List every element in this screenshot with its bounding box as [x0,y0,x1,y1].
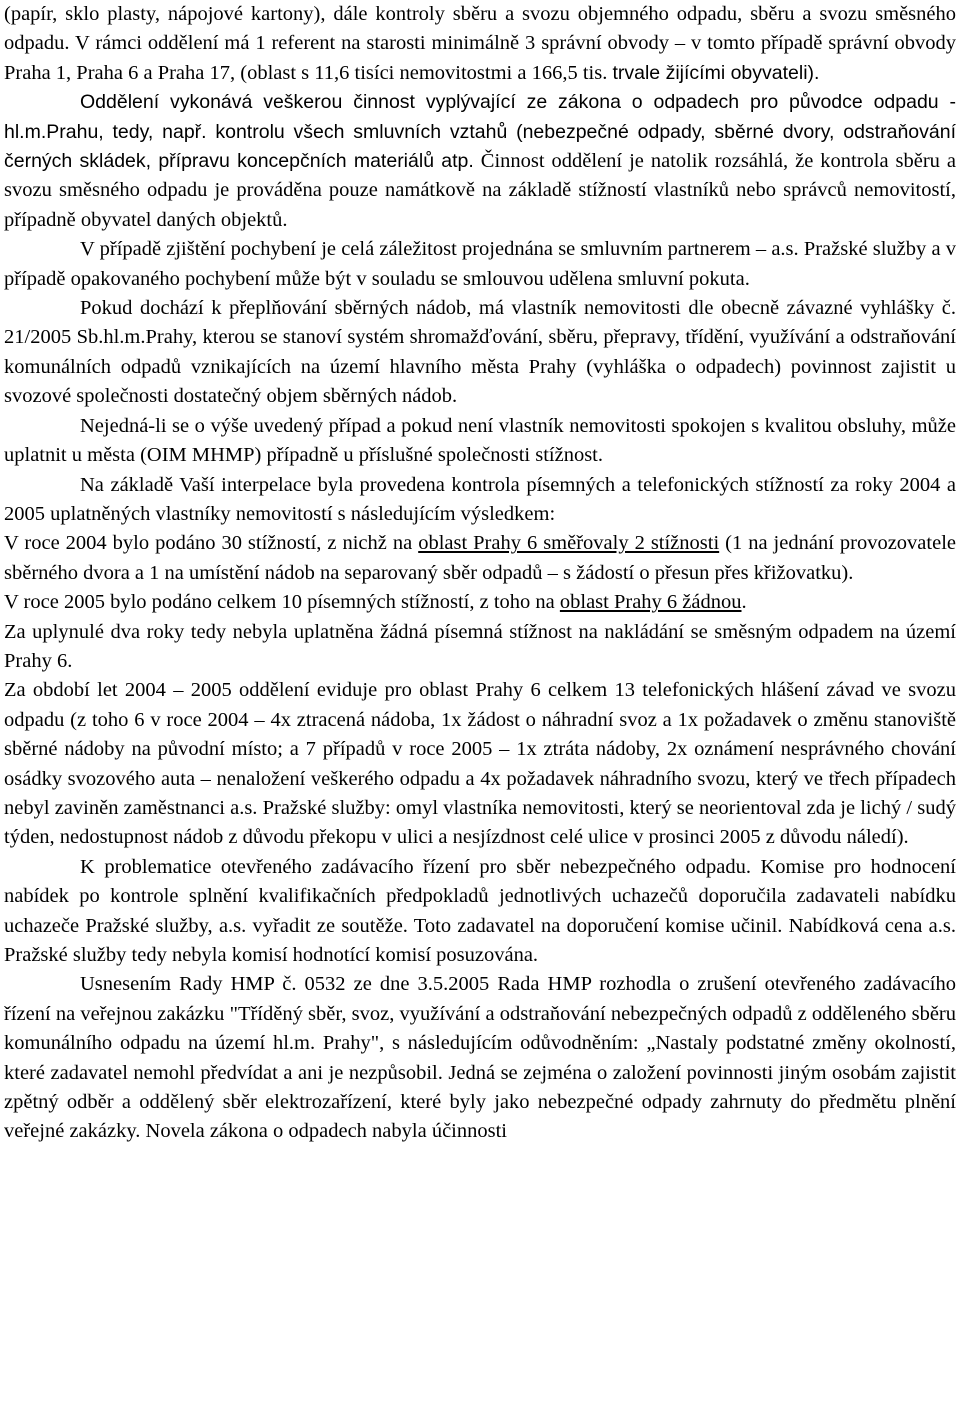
paragraph-complaint-option [4,412,956,471]
text-run: Pokud dochází k přeplňování sběrných nádob, má vlastník nemovitosti dle obecně závazné vyhlášky č. 21/2005 Sb.hl.m.Prahy, kterou se stanoví systém shromažďování, sběru, přepravy, třídění, využívání a odstraňování komunálních odpadů vznikajících na území hlavního města Prahy (vyhláška o odpadech) povinnost zajistit u svozové společnosti dostatečný objem sběrných nádob. [4,297,956,408]
paragraph-waste-control-scope [4,0,956,88]
paragraph-complaints-2005 [4,588,956,617]
text-run: Usnesením Rady HMP č. 0532 ze dne 3.5.2005 Rada HMP rozhodla o zrušení otevřeného zadávacího řízení na veřejnou zakázku "Tříděný sběr, svoz, využívání a odstraňování nebezpečných odpadů z odděleného sběru komunálního odpadu na území hl.m. Prahy", s následujícím odůvodněním: „Nastaly podstatné změny okolností, které zadavatel nemohl předvídat a ani je nezpůsobil. Jedná se zejména o založení povinnosti jiným osobám zajistit zpětný odběr a oddělený sběr elektrozařízení, které byly jako nebezpečné odpady zahrnuty do předmětu plnění veřejné zakázky. Novela zákona o odpadech nabyla účinnosti [4,973,956,1143]
text-run: Oddělení vykonává veškerou činnost vyplývající ze zákona o odpadech pro původce odpadu - hl.m.Prahu, tedy, např. [4,91,956,143]
paragraph-violation-handling [4,235,956,294]
text-run: K problematice otevřeného zadávacího řízení pro sběr nebezpečného odpadu. Komise pro hodnocení nabídek po kontrole splnění kvalifikačních předpokladů jednotlivých uchazečů doporučila zadavateli nabídku uchazeče Pražské služby, a.s. vyřadit ze soutěže. Toto zadavatel na doporučení komise učinil. Nabídková cena a.s. Pražské služby tedy nebyla komisí hodnotící komisí posuzována. [4,855,956,966]
underlined-text: oblast Prahy 6 žádnou [559,591,742,614]
text-run: Činnost oddělení je natolik rozsáhlá, že kontrola sběru a svozu směsného odpadu je prováděna pouze namátkově na základě stížností vlastníků nebo správců nemovitostí, případně obyvatel daných objektů. [4,150,956,231]
paragraph-interpellation-check [4,471,956,530]
text-run: Nejedná-li se o výše uvedený případ a pokud není vlastník nemovitosti spokojen s kvalitou obsluhy, může uplatnit u města (OIM MHMP) případně u příslušné společnosti stížnost. [4,414,956,467]
underlined-text: oblast Prahy 6 směřovaly 2 stížnosti [418,532,720,555]
paragraph-complaints-2004 [4,529,956,588]
text-run: V roce 2005 bylo podáno celkem 10 písemných stížností, z toho na [4,591,560,614]
text-run: (1 na jednání provozovatele sběrného dvora a 1 na umístění nádob na separovaný sběr odpadů – s žádostí o přesun přes křižovatku). [4,532,956,584]
text-run: V roce 2004 bylo podáno 30 stížností, z nichž na [4,532,419,555]
text-run: V případě zjištění pochybení je celá záležitost projednána se smluvním partnerem – a.s. Pražské služby a v případě opakovaného pochybení může být v souladu se smlouvou udělena smluvní pokuta. [4,238,956,290]
paragraph-tender-procedure [4,853,956,971]
paragraph-department-activity [4,88,956,235]
paragraph-overfilled-containers [4,294,956,412]
text-run: Za období let 2004 – 2005 oddělení eviduje pro oblast Prahy 6 celkem 13 telefonických hlášení závad ve svozu odpadu (z toho 6 v roce 2004 – 4x ztracená nádoba, 1x žádost o náhradní svoz a 1x požadavek o změnu stanoviště sběrné nádoby na původní místo; a 7 případů v roce 2005 – 1x ztráta nádoby, 2x oznámení nesprávného chování osádky svozového auta – nenaložení veškerého odpadu a 4x požadavek náhradního svozu, který ve třech případech nebyl zaviněn zaměstnanci a.s. Pražské služby: omyl vlastníka nemovitosti, který se neorientoval zda je lichý / sudý týden, nedostupnost nádob z důvodu překopu v ulici a nesjízdnost celé ulice v prosinci 2005 z důvodu náledí). [4,679,956,849]
text-run: Na základě Vaší interpelace byla provedena kontrola písemných a telefonických stížností za roky 2004 a 2005 uplatněných vlastníky nemovitostí s následujícím výsledkem: [4,473,956,525]
text-run: (papír, sklo plasty, nápojové kartony), dále kontroly sběru a svozu objemného odpadu, sběru a svozu směsného odpadu. V rámci oddělení má 1 referent na starosti minimálně 3 správní obvody – v tomto případě správní obvody Praha 1, Praha 6 a Praha 17, (oblast s 11,6 tisíci nemovitostmi a 166,5 tis. [4,3,956,84]
text-run: kontrolu všech smluvních vztahů (nebezpečné odpady, sběrné dvory, odstraňování černých skládek, přípravu koncepčních materiálů atp. [4,120,956,173]
text-run: trvale žijícími obyvateli). [612,61,820,84]
text-run: Za uplynulé dva roky tedy nebyla uplatněna žádná písemná stížnost na nakládání se směsným odpadem na území Prahy 6. [4,620,956,672]
text-run: . [741,591,747,614]
paragraph-council-resolution [4,970,956,1146]
paragraph-two-years-summary [4,618,956,677]
paragraph-phone-reports [4,676,956,852]
